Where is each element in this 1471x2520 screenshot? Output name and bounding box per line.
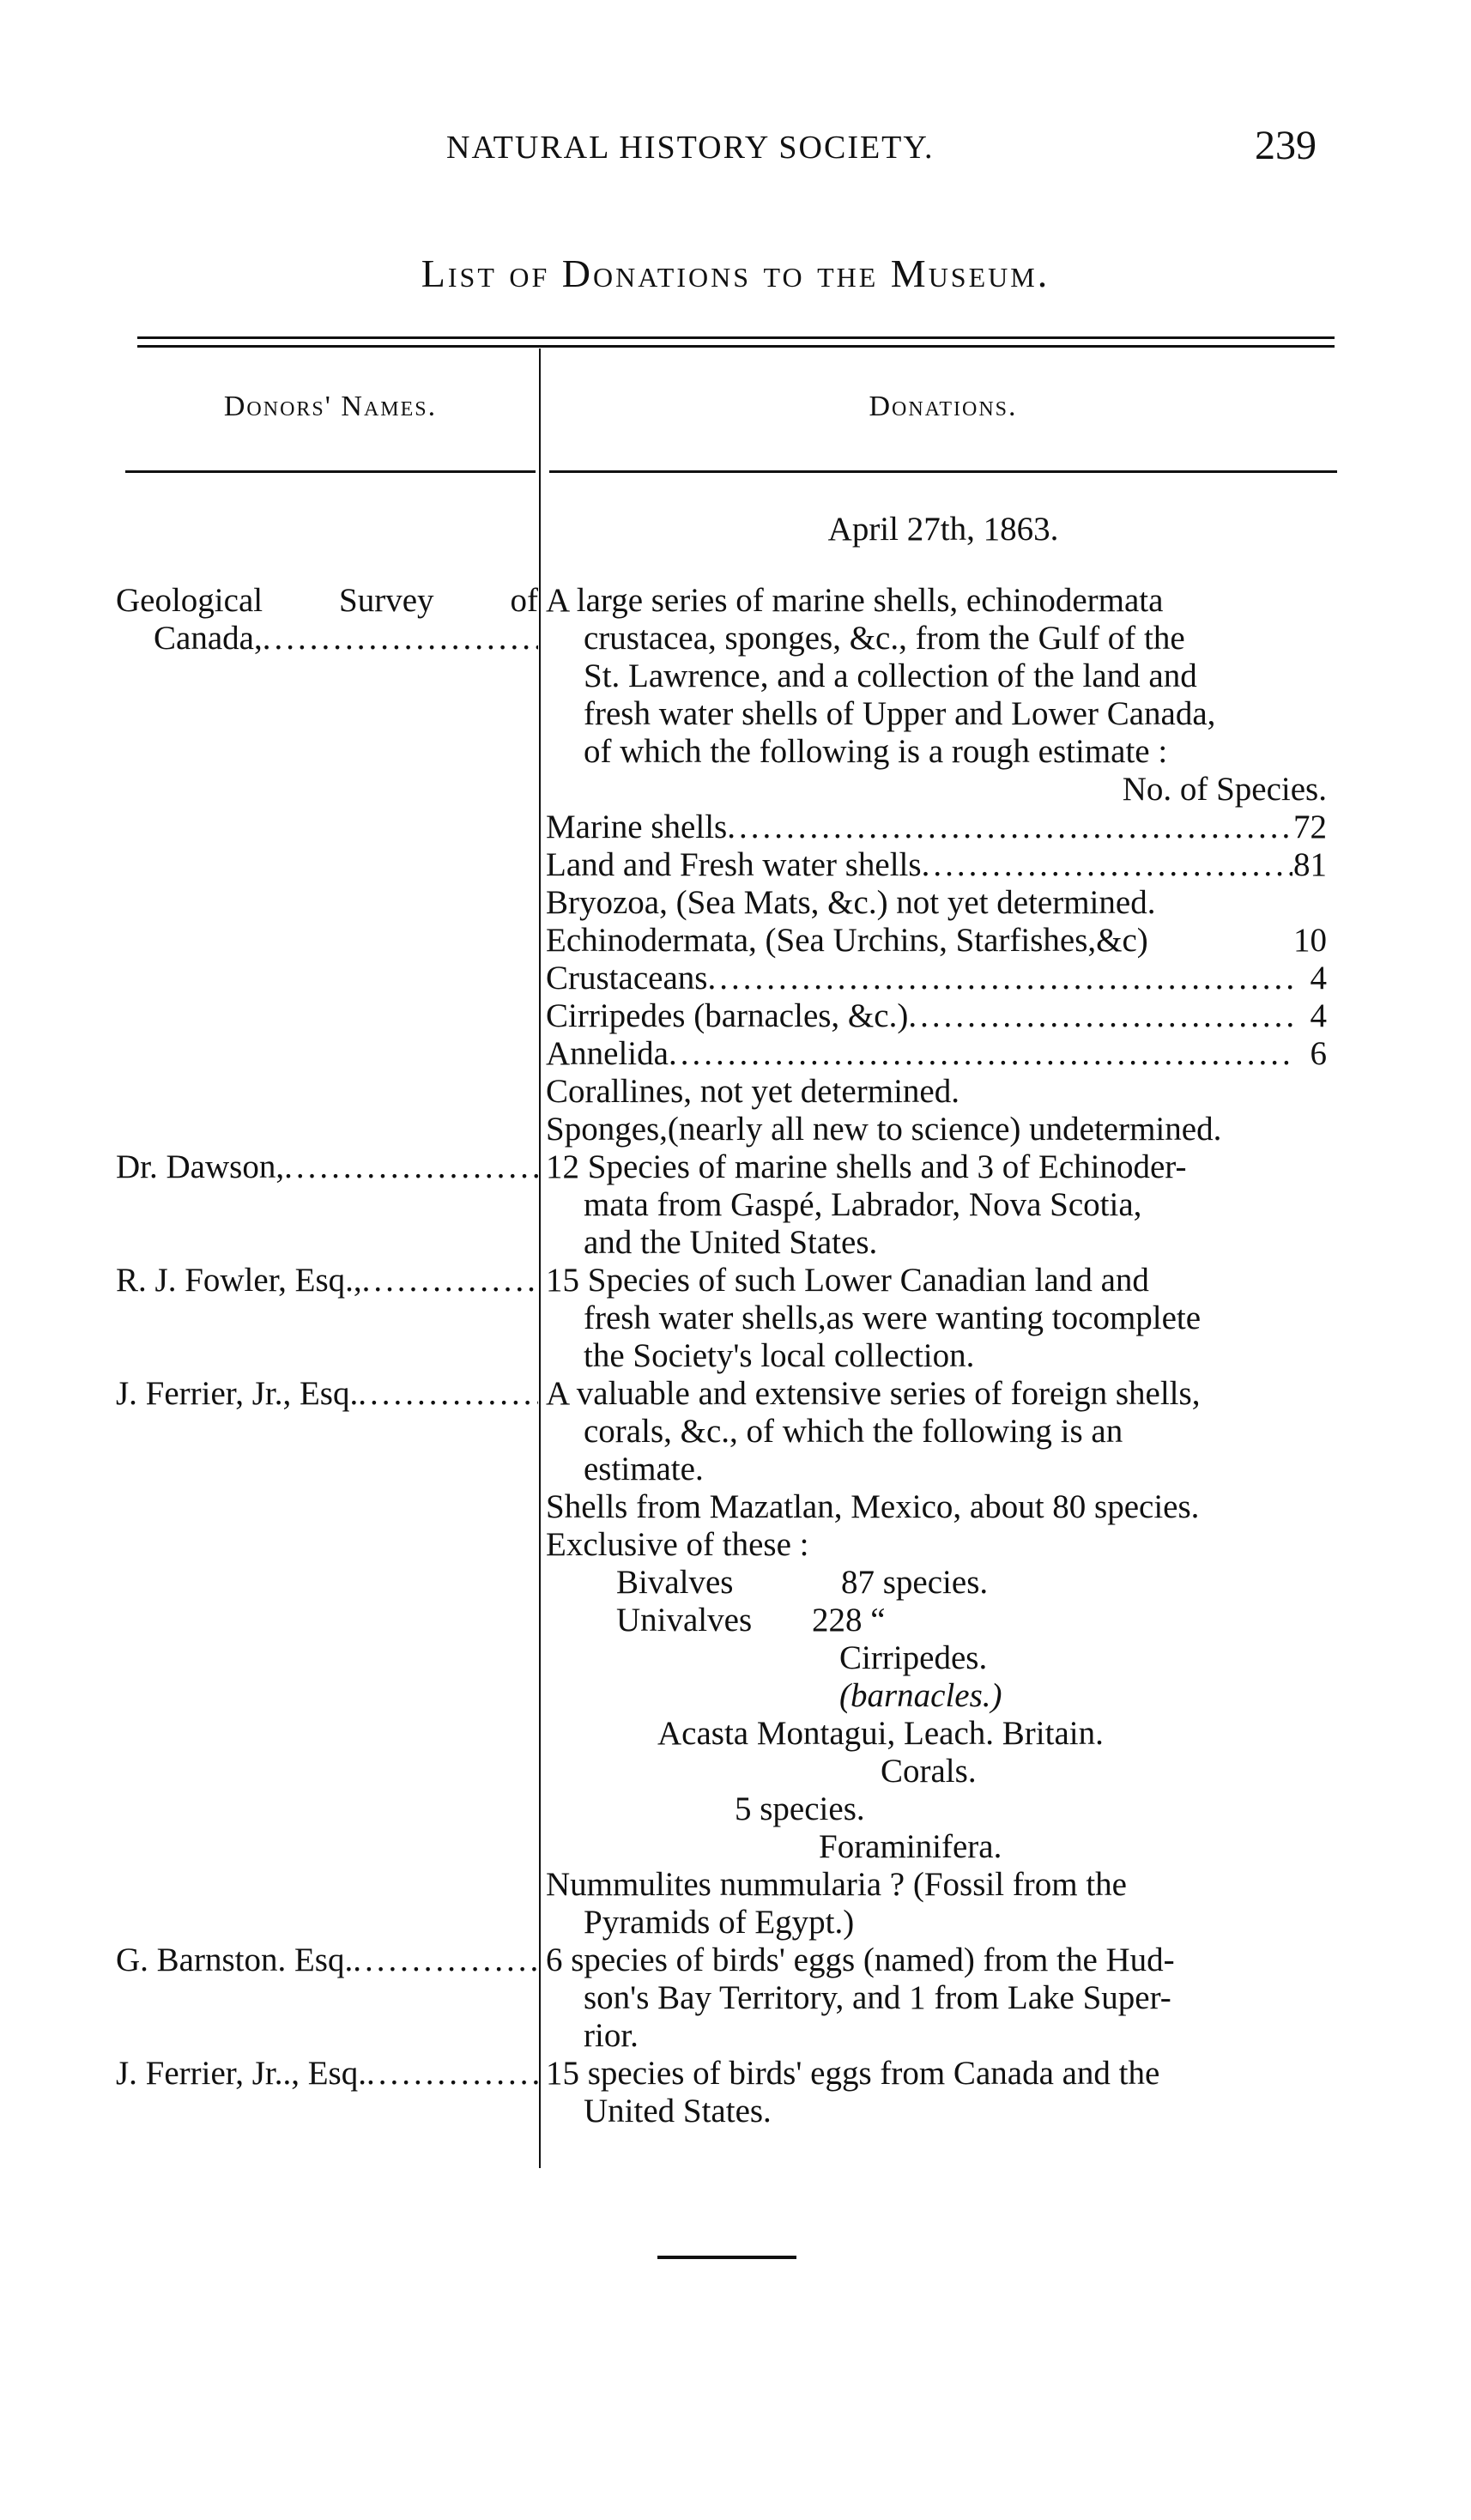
donation-line: United States. bbox=[584, 2093, 772, 2129]
item-label: Land and Fresh water shells bbox=[546, 846, 922, 883]
list-item bbox=[546, 846, 1327, 884]
donation-line: rior. bbox=[584, 2017, 639, 2054]
donor-name: Dr. Dawson, bbox=[116, 1148, 285, 1185]
donor-name: Canada, bbox=[154, 620, 263, 657]
donation-line: Pyramids of Egypt.) bbox=[584, 1904, 855, 1941]
list-item: Sponges,(nearly all new to science) undetermined. bbox=[546, 1111, 1222, 1148]
item-value: 10 bbox=[1293, 922, 1327, 959]
running-title: NATURAL HISTORY SOCIETY. bbox=[446, 130, 935, 166]
item-value: 6 bbox=[1310, 1035, 1327, 1072]
donation-line: crustacea, sponges, &c., from the Gulf of the bbox=[584, 620, 1185, 657]
item-value: 4 bbox=[1310, 997, 1327, 1034]
donation-line: fresh water shells,as were wanting tocomplete bbox=[584, 1299, 1202, 1336]
item-label: Bivalves bbox=[616, 1564, 734, 1601]
donor-name: J. Ferrier, Jr., Esq. bbox=[116, 1375, 359, 1412]
donor-name: R. J. Fowler, Esq., bbox=[116, 1262, 362, 1299]
donor-dawson bbox=[116, 1148, 538, 1186]
donation-line: 5 species. bbox=[735, 1790, 865, 1827]
donor-word: Geological bbox=[116, 582, 263, 619]
item-label: Univalves bbox=[616, 1602, 753, 1639]
item-value: 4 bbox=[1310, 960, 1327, 996]
list-item bbox=[546, 997, 1327, 1035]
donation-line: the Society's local collection. bbox=[584, 1337, 975, 1374]
item-label: Echinodermata, (Sea Urchins, Starfishes,&c) bbox=[546, 922, 1148, 959]
donor-name: G. Barnston. Esq. bbox=[116, 1941, 354, 1978]
donation-line: 15 species of birds' eggs from Canada and the bbox=[546, 2055, 1160, 2092]
donation-line: A valuable and extensive series of foreign shells, bbox=[546, 1375, 1201, 1412]
donation-line: corals, &c., of which the following is an bbox=[584, 1413, 1123, 1450]
donor-fowler bbox=[116, 1262, 538, 1299]
item-label: Marine shells bbox=[546, 809, 728, 845]
donation-line: estimate. bbox=[584, 1451, 704, 1487]
donation-ferrier-shells bbox=[546, 1375, 1327, 1941]
column-divider bbox=[539, 348, 541, 2168]
subheading: Cirripedes. bbox=[839, 1639, 988, 1676]
donation-geological-survey bbox=[546, 582, 1327, 1148]
donation-line: 6 species of birds' eggs (named) from the Hud- bbox=[546, 1941, 1175, 1978]
donation-line: A large series of marine shells, echinodermata bbox=[546, 582, 1164, 619]
donation-line: of which the following is a rough estimate : bbox=[584, 733, 1168, 770]
donor-geological-survey bbox=[116, 582, 538, 657]
donation-line: and the United States. bbox=[584, 1224, 878, 1261]
donation-barnston bbox=[546, 1941, 1327, 2055]
donor-ferrier bbox=[116, 1375, 538, 1413]
donation-line: Nummulites nummularia ? (Fossil from the bbox=[546, 1866, 1127, 1903]
item-value: 81 bbox=[1293, 846, 1327, 883]
list-item: Corallines, not yet determined. bbox=[546, 1073, 959, 1110]
donation-line: 12 Species of marine shells and 3 of Echinoder- bbox=[546, 1148, 1187, 1185]
end-rule bbox=[657, 2256, 796, 2259]
donation-line: son's Bay Territory, and 1 from Lake Super- bbox=[584, 1979, 1171, 2016]
list-item bbox=[546, 1602, 1327, 1639]
donation-fowler bbox=[546, 1262, 1327, 1375]
item-label: Cirripedes (barnacles, &c.) bbox=[546, 997, 909, 1034]
donation-line: mata from Gaspé, Labrador, Nova Scotia, bbox=[584, 1186, 1142, 1223]
donation-line: St. Lawrence, and a collection of the land and bbox=[584, 657, 1197, 694]
donor-ferrier-2 bbox=[116, 2055, 538, 2093]
donation-dawson bbox=[546, 1148, 1327, 1262]
list-item bbox=[546, 1564, 1327, 1602]
donation-ferrier-eggs bbox=[546, 2055, 1327, 2130]
donation-line: Acasta Montagui, Leach. Britain. bbox=[657, 1715, 1104, 1752]
list-item bbox=[546, 960, 1327, 997]
header-rule-left bbox=[125, 470, 536, 473]
list-item: Bryozoa, (Sea Mats, &c.) not yet determined. bbox=[546, 884, 1156, 921]
item-value: 72 bbox=[1293, 809, 1327, 845]
top-rule-1 bbox=[137, 336, 1335, 339]
donor-name: J. Ferrier, Jr.., Esq. bbox=[116, 2055, 366, 2092]
item-value: 87 species. bbox=[841, 1564, 989, 1601]
donation-line: Shells from Mazatlan, Mexico, about 80 species. bbox=[546, 1488, 1200, 1525]
donation-line: 15 Species of such Lower Canadian land and bbox=[546, 1262, 1149, 1299]
column-header-donors: Donors' Names. bbox=[223, 391, 438, 422]
item-label: Crustaceans bbox=[546, 960, 708, 996]
header-rule-right bbox=[549, 470, 1337, 473]
donation-line: Exclusive of these : bbox=[546, 1526, 809, 1563]
page-number: 239 bbox=[1255, 123, 1317, 168]
page-title: List of Donations to the Museum. bbox=[421, 251, 1050, 295]
donor-word: of bbox=[510, 582, 538, 619]
list-item bbox=[546, 809, 1327, 846]
subheading-italic: (barnacles.) bbox=[839, 1677, 1002, 1714]
donor-barnston bbox=[116, 1941, 538, 1979]
donor-word: Survey bbox=[339, 582, 434, 619]
item-label: Annelida bbox=[546, 1035, 669, 1072]
item-value: 228 “ bbox=[812, 1602, 886, 1639]
top-rule-2 bbox=[137, 345, 1335, 348]
list-item bbox=[546, 1035, 1327, 1073]
date-line: April 27th, 1863. bbox=[827, 511, 1059, 548]
column-header-donations: Donations. bbox=[869, 391, 1018, 422]
list-item bbox=[546, 922, 1327, 960]
donation-line: fresh water shells of Upper and Lower Canada, bbox=[584, 695, 1216, 732]
species-header: No. of Species. bbox=[1122, 771, 1327, 808]
subheading: Foraminifera. bbox=[819, 1828, 1002, 1865]
subheading: Corals. bbox=[881, 1753, 977, 1790]
